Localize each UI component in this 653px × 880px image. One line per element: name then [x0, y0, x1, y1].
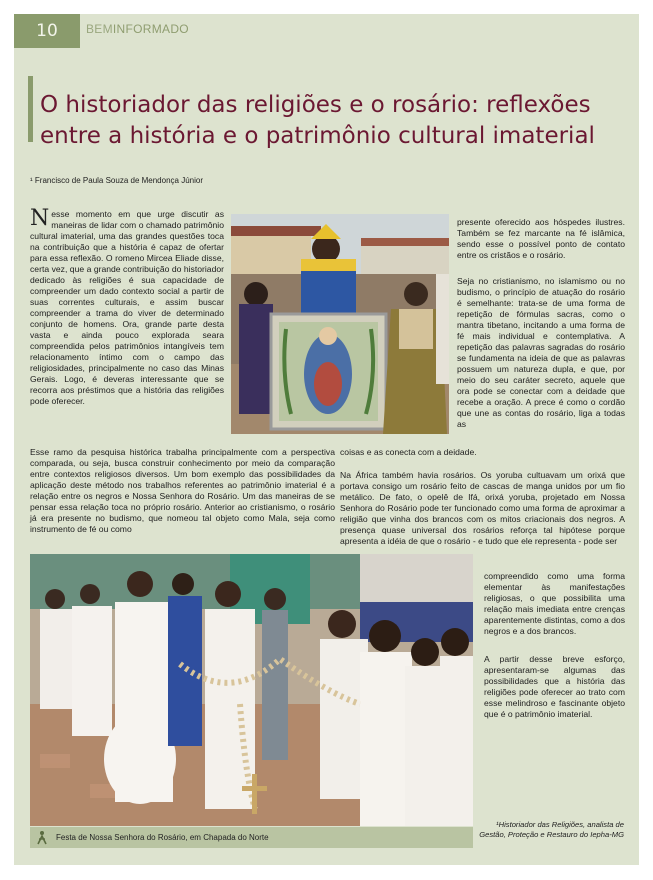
byline: ¹ Francisco de Paula Souza de Mendonça Júnior: [30, 176, 203, 185]
banner-procession-image: [231, 214, 449, 434]
paragraph-1-text: esse momento em que urge discutir as maneiras de lidar com o chamado patrimônio cultural imaterial, uma das grandes questões toca na contribuição que a história é capaz de ofertar para essa reflexão. O romeno Mircea Eliade disse, certa vez, que a grande contribuição do historiador dedicado às religiões é sua capacidade de compreender um dado contexto social a partir de suas correntes culturais, e assim buscar compreender a trama do viver de determinado conjunto de homens. Ora, grande parte desta vasta e ainda pouco explorada seara compreendida pelos patrimônios intangíveis tem relacionamento íntimo com o campo das religiosidades, principalmente no caso das Minas Gerais. Logo, é deveras interessante que se recorra aos préstimos que a história das religiões pode oferecer.: [30, 209, 224, 406]
paragraph-2: Esse ramo da pesquisa histórica trabalha principalmente com a perspectiva comparada, ou seja, busca construir conhecimento por meio da comparação entre contextos religiosos diversos. Um bom exemplo das possibilidades da aplicação deste método nos trabalhos referentes ao patrimônio imaterial é a relação entre os negros e Nossa Senhora do Rosário. Um das maneiras de se pensar essa relação toca no próprio rosário. Anterior ao cristianismo, o rosário já era presente no budismo, que nomeou tal objeto como Mala, seja como instrumento de fé ou como: [30, 447, 335, 534]
magazine-page: [14, 14, 639, 865]
article-title: O historiador das religiões e o rosário: reflexões entre a história e o patrimônio cultural imaterial: [40, 92, 595, 150]
figure-icon: [34, 829, 50, 845]
paragraph-6: Na África também havia rosários. Os yoruba cultuavam um orixá que portava consigo um rosário feito de cascas de manga unidos por um fio metálico. De fato, o opelê de Ifá, orixá yoruba, projetado em Nossa Senhora do Rosário pode ter funcionado como uma forma de aproximar a religião que vinha dos brancos com os mitos criacionais dos negros. A presença quase universal dos rosários reforça tal hipótese porque apresenta a idéia de que o rosário - e tudo que ele representa - pode ser: [340, 470, 625, 546]
section-name: [86, 22, 189, 36]
photo-caption: Festa de Nossa Senhora do Rosário, em Chapada do Norte: [56, 833, 269, 842]
rosary-procession-photo: [30, 554, 473, 826]
section-prefix: BEM: [86, 22, 113, 36]
author-footnote: ¹Historiador das Religiões, analista de Gestão, Proteção e Restauro do Iepha-MG: [479, 820, 624, 839]
paragraph-3: presente oferecido aos hóspedes ilustres. Também se fez marcante na fé islâmica, sendo esse o possível ponto de contato entre os cristãos e o rosário.: [457, 217, 625, 260]
paragraph-5: coisas e as conecta com a deidade.: [340, 447, 477, 457]
rosary-procession-image: [30, 554, 473, 826]
paragraph-8: A partir desse breve esforço, apresentaram-se algumas das possibilidades que a história das religiões pode oferecer ao trato com esse melindroso e fascinante objeto que é o patrimônio imaterial.: [484, 654, 625, 719]
banner-procession-photo: [231, 214, 449, 434]
section-suffix: INFORMADO: [112, 22, 189, 36]
paragraph-7: compreendido como uma forma elementar às manifestações religiosas, o que possibilita uma relação mais imediata entre crenças aparentemente distintas, como a dos negros e a dos brancos.: [484, 571, 625, 636]
title-accent-bar: [28, 76, 33, 142]
page-number: 10: [14, 14, 80, 48]
paragraph-1: [30, 206, 224, 407]
paragraph-4: Seja no cristianismo, no islamismo ou no budismo, o princípio de atuação do rosário é semelhante: trata-se de uma forma de repetição de fórmulas sacras, como o mantra tibetano, incitando a uma forma de fé mais individual e contemplativa. A repetição das palavras sagradas do rosário se fundamenta na ideia de que as palavras possuem um natureza dupla, e que, por meio do seu caráter secreto, aquele que ora pode se conectar com a deidade que recebe a oração. A prece é como o cordão que une as contas do rosário, liga a todas as: [457, 276, 625, 429]
drop-cap: N: [30, 206, 50, 231]
